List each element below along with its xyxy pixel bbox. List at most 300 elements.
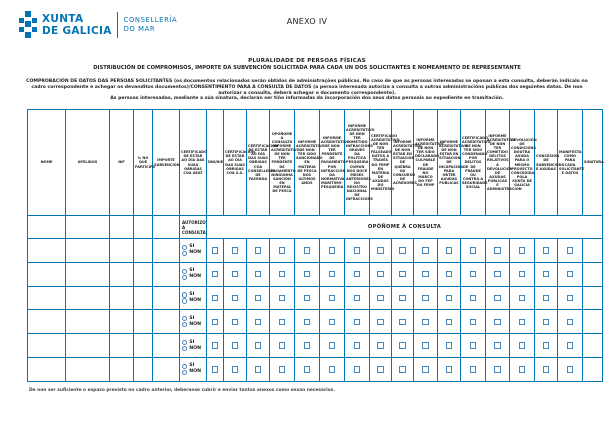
oppose-checkbox-cell: [558, 262, 583, 286]
signature-cell[interactable]: [583, 262, 603, 286]
column-header: CERTIFICADO ACREDITATIVO DE NON TER SIDO CONDENADO POR DELITOS DE FRAUDE OU CONTRA A SEGURIDADE SOCIAL: [461, 110, 486, 216]
oppose-checkbox-cell: [486, 310, 510, 334]
entry-cell[interactable]: [110, 286, 134, 310]
entry-cell[interactable]: [66, 239, 110, 263]
oppose-checkbox-cell: [461, 262, 486, 286]
oppose-checkbox-cell: [207, 334, 224, 358]
oppose-checkbox-cell: [414, 262, 438, 286]
checkbox[interactable]: [255, 366, 262, 373]
form-subtitle: DISTRIBUCIÓN DE COMPROMISOS, IMPORTE DA SUBVENCIÓN SOLICITADA PARA CADA UN DOS SOLICITANTES E NOMEAMENTO DE REPRESENTANTE: [93, 65, 521, 71]
checkbox[interactable]: [519, 271, 526, 278]
checkbox[interactable]: [212, 271, 219, 278]
checkbox[interactable]: [304, 247, 311, 254]
radio-label: SI: [189, 339, 195, 345]
radio-option-non[interactable]: [181, 250, 205, 256]
checkbox[interactable]: [279, 271, 286, 278]
checkbox[interactable]: [232, 342, 239, 349]
oppose-checkbox-cell: [320, 310, 345, 334]
oponome-label: OPÓÑOME Á CONSULTA: [207, 216, 603, 239]
oppose-checkbox-cell: [320, 334, 345, 358]
oppose-checkbox-cell: [414, 310, 438, 334]
entry-cell[interactable]: [110, 239, 134, 263]
oppose-checkbox-cell: [558, 286, 583, 310]
column-header: INFORME ACREDITATIVO DE NON TER PENDENTE DE PAGAMENTO POR INFRACCIÓN DA NORMATIVA MARÍTIMO-PESQUEIRA: [320, 110, 345, 216]
checkbox[interactable]: [377, 247, 384, 254]
oppose-checkbox-cell: [510, 310, 535, 334]
checkbox[interactable]: [304, 342, 311, 349]
checkbox[interactable]: [399, 366, 406, 373]
oppose-checkbox-cell: [438, 286, 461, 310]
radio-option-non[interactable]: [181, 322, 205, 328]
oppose-checkbox-cell: [510, 334, 535, 358]
radio-label: NON: [189, 250, 202, 256]
table-row: [28, 334, 603, 358]
checkbox[interactable]: [329, 342, 336, 349]
checkbox[interactable]: [567, 342, 574, 349]
oppose-checkbox-cell: [295, 239, 320, 263]
checkbox[interactable]: [422, 295, 429, 302]
checkbox[interactable]: [543, 247, 550, 254]
checkbox[interactable]: [304, 271, 311, 278]
oppose-checkbox-cell: [247, 239, 270, 263]
entry-cell[interactable]: [28, 310, 66, 334]
consent-paragraph: COMPROBACIÓN DE DATOS DAS PERSOAS SOLICITANTES (os documentos relacionados serán obtidos de administrações públicas. No caso de que as persoas interesadas se oponan a esta consulta, deberán indicalo no cadro correspondente e achegar os devanditos documentos)/CONSENTIMENTO PARA A CONSULTA DE DATOS (a persoa interesada autoriza a consulta a outras administracións públicas dos seguintes datos. De non autorizar a consulta, deberá achegar o documento correspondente).: [26, 79, 588, 96]
checkbox[interactable]: [446, 366, 453, 373]
oppose-checkbox-cell: [370, 357, 392, 381]
radio-label: NON: [189, 321, 202, 327]
oppose-checkbox-cell: [370, 286, 392, 310]
entry-cell[interactable]: [134, 262, 153, 286]
checkbox[interactable]: [567, 366, 574, 373]
radio-icon[interactable]: [182, 340, 187, 345]
checkbox[interactable]: [212, 342, 219, 349]
oppose-checkbox-cell: [414, 357, 438, 381]
oppose-checkbox-cell: [438, 262, 461, 286]
oppose-checkbox-cell: [438, 239, 461, 263]
checkbox[interactable]: [377, 295, 384, 302]
column-header: APELIDOS: [66, 110, 110, 216]
entry-cell[interactable]: [66, 334, 110, 358]
autorizo-label: AUTORIZO A CONSULTA: [180, 216, 207, 239]
checkbox[interactable]: [422, 319, 429, 326]
checkbox[interactable]: [377, 342, 384, 349]
entry-cell[interactable]: [134, 286, 153, 310]
radio-label: NON: [189, 345, 202, 351]
checkbox[interactable]: [446, 271, 453, 278]
radio-option-non[interactable]: [181, 369, 205, 375]
oppose-checkbox-cell: [370, 310, 392, 334]
blank-cell: [28, 216, 66, 239]
checkbox[interactable]: [212, 319, 219, 326]
radio-label: SI: [189, 268, 195, 274]
checkbox[interactable]: [232, 295, 239, 302]
oppose-checkbox-cell: [320, 357, 345, 381]
oppose-checkbox-cell: [345, 310, 370, 334]
checkbox[interactable]: [494, 295, 501, 302]
oppose-checkbox-cell: [392, 239, 414, 263]
checkbox[interactable]: [377, 271, 384, 278]
checkbox[interactable]: [279, 366, 286, 373]
department-name: CONSELLERÍA DO MAR: [123, 16, 178, 33]
oppose-checkbox-cell: [558, 239, 583, 263]
oppose-checkbox-cell: [486, 334, 510, 358]
checkbox[interactable]: [494, 342, 501, 349]
oppose-checkbox-cell: [224, 239, 247, 263]
checkbox[interactable]: [399, 247, 406, 254]
radio-icon[interactable]: [182, 269, 187, 274]
checkbox[interactable]: [470, 342, 477, 349]
oppose-checkbox-cell: [270, 286, 295, 310]
checkbox[interactable]: [354, 295, 361, 302]
entry-cell[interactable]: [153, 310, 180, 334]
consent-radio-cell: [180, 286, 207, 310]
column-header: CERTIFICACIÓN DE ESTAR AO DÍA DAS SÚAS OBRIGAS COA S.S.: [224, 110, 247, 216]
checkbox[interactable]: [470, 271, 477, 278]
checkbox[interactable]: [422, 366, 429, 373]
oppose-checkbox-cell: [207, 239, 224, 263]
column-header: INFORME ACREDITATIVO DE NON ESTAR EN SITUACIÓN DE INCAPACIDADE PARA OBTER AXUDAS PÚBLICAS: [438, 110, 461, 216]
checkbox[interactable]: [422, 271, 429, 278]
checkbox[interactable]: [304, 366, 311, 373]
radio-icon[interactable]: [182, 292, 187, 297]
footnote: De non ser suficiente o espazo previsto no cadro anterior, deberanse cubrir e enviar tantos anexos como sexan necesarios.: [29, 388, 335, 393]
checkbox[interactable]: [446, 319, 453, 326]
column-header: INFORME ACREDITATIVO DE NON TER COMETIDO INFRACCIÓNS GRAVES DA POLÍTICA PESQUEIRA COMÚN NOS DOCE MESES ANTERIORES NO REXISTRO NACIONAL DE INFRACCIÓNS: [345, 110, 370, 216]
oppose-checkbox-cell: [270, 310, 295, 334]
blank-cell: [134, 216, 153, 239]
information-paragraph: As persoas interesadas, mediante a súa sinatura, declaran ser tiño informadas da incorporación dos seus datos persoais ao expediente en tramitación.: [110, 96, 504, 102]
oppose-checkbox-cell: [392, 262, 414, 286]
checkbox[interactable]: [494, 319, 501, 326]
column-header: CERTIFICACIÓN DE ESTAR AO DÍA DAS SÚAS OBRIGAS COA CONSELLERÍA DE FACENDA: [247, 110, 270, 216]
checkbox[interactable]: [255, 271, 262, 278]
signature-cell[interactable]: [583, 357, 603, 381]
checkbox[interactable]: [232, 366, 239, 373]
oppose-checkbox-cell: [270, 262, 295, 286]
checkbox[interactable]: [279, 247, 286, 254]
checkbox[interactable]: [446, 295, 453, 302]
checkbox[interactable]: [279, 319, 286, 326]
oppose-checkbox-cell: [207, 262, 224, 286]
oppose-checkbox-cell: [535, 262, 558, 286]
checkbox[interactable]: [354, 271, 361, 278]
checkbox[interactable]: [519, 247, 526, 254]
oppose-checkbox-cell: [438, 357, 461, 381]
checkbox[interactable]: [567, 271, 574, 278]
radio-icon[interactable]: [182, 322, 187, 327]
consent-radio-cell: [180, 334, 207, 358]
checkbox[interactable]: [304, 319, 311, 326]
checkbox[interactable]: [212, 366, 219, 373]
consent-radio-cell: [180, 262, 207, 286]
checkbox[interactable]: [255, 295, 262, 302]
oppose-checkbox-cell: [295, 286, 320, 310]
radio-label: SI: [189, 244, 195, 250]
radio-label: NON: [189, 274, 202, 280]
checkbox[interactable]: [519, 319, 526, 326]
oppose-checkbox-cell: [345, 239, 370, 263]
entry-cell[interactable]: [28, 334, 66, 358]
radio-icon[interactable]: [182, 298, 187, 303]
oppose-checkbox-cell: [535, 310, 558, 334]
radio-icon[interactable]: [182, 346, 187, 351]
oppose-checkbox-cell: [510, 239, 535, 263]
checkbox[interactable]: [519, 342, 526, 349]
oppose-checkbox-cell: [461, 239, 486, 263]
column-header: INFORME ACREDITATIVO DE NON TER SIDO DECLARADO CULPABLE DE FRAUDE NO MARCO DO FEP OU FEMP: [414, 110, 438, 216]
column-header: INFORME ACREDITATIVO DE NON TER SIDO SANCIONADO EN MATERIA DE PESCA NOS ÚLTIMOS ANOS: [295, 110, 320, 216]
oppose-checkbox-cell: [510, 262, 535, 286]
column-header: CERTIFICADO ACREDITATIVO DE NON TER FALSEADO DATOS A TRAVÉS DO FEMP EN MATERIA DE AXUDAS DO MINISTERIO: [370, 110, 392, 216]
checkbox[interactable]: [329, 271, 336, 278]
oppose-checkbox-cell: [247, 262, 270, 286]
radio-icon[interactable]: [182, 364, 187, 369]
oppose-checkbox-cell: [535, 334, 558, 358]
column-header: CERTIFICADO DE ESTAR AO DÍA DAS SÚAS OBRIGAS COA AEAT: [180, 110, 207, 216]
checkbox[interactable]: [377, 366, 384, 373]
oppose-checkbox-cell: [414, 239, 438, 263]
signature-cell[interactable]: [583, 334, 603, 358]
entry-cell[interactable]: [153, 357, 180, 381]
checkbox[interactable]: [470, 247, 477, 254]
checkbox[interactable]: [422, 342, 429, 349]
entry-cell[interactable]: [134, 310, 153, 334]
oppose-checkbox-cell: [392, 334, 414, 358]
oppose-checkbox-cell: [345, 357, 370, 381]
checkbox[interactable]: [446, 342, 453, 349]
radio-label: NON: [189, 297, 202, 303]
oppose-checkbox-cell: [224, 334, 247, 358]
entry-cell[interactable]: [153, 334, 180, 358]
entry-cell[interactable]: [153, 286, 180, 310]
oppose-checkbox-cell: [392, 286, 414, 310]
radio-option-non[interactable]: [181, 346, 205, 352]
oppose-checkbox-cell: [461, 310, 486, 334]
blank-cell: [110, 216, 134, 239]
checkbox[interactable]: [279, 295, 286, 302]
checkbox[interactable]: [470, 295, 477, 302]
checkbox[interactable]: [329, 247, 336, 254]
column-header: NOME: [28, 110, 66, 216]
oppose-checkbox-cell: [510, 357, 535, 381]
oppose-checkbox-cell: [438, 334, 461, 358]
blank-cell: [153, 216, 180, 239]
oppose-checkbox-cell: [461, 286, 486, 310]
column-header: INFORME ACREDITATIVO DE NON ESTAR EN SITUACIÓN DE QUEBRA OU CONCURSO DE ACREDORES: [392, 110, 414, 216]
column-header: MANIFESTA COMO PARA CADA SOLICITANTE E DATOS: [558, 110, 583, 216]
entry-cell[interactable]: [28, 262, 66, 286]
checkbox[interactable]: [329, 319, 336, 326]
checkbox[interactable]: [255, 319, 262, 326]
oppose-checkbox-cell: [558, 334, 583, 358]
oppose-checkbox-cell: [345, 286, 370, 310]
form-title: PLURALIDADE DE PERSOAS FÍSICAS: [248, 58, 366, 64]
consent-label-row: [28, 216, 603, 239]
oppose-checkbox-cell: [370, 262, 392, 286]
entry-cell[interactable]: [66, 262, 110, 286]
column-header: IMPORTE SUBVENCIÓN: [153, 110, 180, 216]
checkbox[interactable]: [232, 319, 239, 326]
checkbox[interactable]: [543, 271, 550, 278]
anexo-label: ANEXO IV: [286, 17, 328, 26]
entry-cell[interactable]: [134, 239, 153, 263]
column-header: INFORME ACREDITATIVO DE NON TER COMETIDO DELITOS RELATIVOS Á DEVOLUCIÓN DE AXUDAS PÚBLICAS E ADMINISTRACIÓN: [486, 110, 510, 216]
checkbox[interactable]: [567, 247, 574, 254]
oppose-checkbox-cell: [207, 286, 224, 310]
entry-cell[interactable]: [28, 286, 66, 310]
entry-cell[interactable]: [110, 262, 134, 286]
entry-cell[interactable]: [153, 239, 180, 263]
entry-cell[interactable]: [134, 334, 153, 358]
checkbox[interactable]: [519, 366, 526, 373]
column-header: SINATURA: [583, 110, 603, 216]
checkbox[interactable]: [354, 319, 361, 326]
oppose-checkbox-cell: [392, 357, 414, 381]
consent-radio-cell: [180, 310, 207, 334]
oppose-checkbox-cell: [510, 286, 535, 310]
table-row: [28, 357, 603, 381]
oppose-checkbox-cell: [370, 334, 392, 358]
oppose-checkbox-cell: [320, 239, 345, 263]
table-row: [28, 310, 603, 334]
radio-label: SI: [189, 291, 195, 297]
oppose-checkbox-cell: [370, 239, 392, 263]
checkbox[interactable]: [543, 366, 550, 373]
table-row: [28, 262, 603, 286]
radio-label: SI: [189, 315, 195, 321]
radio-label: SI: [189, 363, 195, 369]
oppose-checkbox-cell: [295, 310, 320, 334]
oppose-checkbox-cell: [295, 334, 320, 358]
header-row: [28, 110, 603, 216]
consent-radio-cell: [180, 357, 207, 381]
entry-cell[interactable]: [66, 286, 110, 310]
checkbox[interactable]: [519, 295, 526, 302]
entry-cell[interactable]: [153, 262, 180, 286]
heading-block: [24, 58, 590, 102]
oppose-checkbox-cell: [345, 334, 370, 358]
oppose-checkbox-cell: [414, 334, 438, 358]
radio-icon[interactable]: [182, 245, 187, 250]
oppose-checkbox-cell: [247, 334, 270, 358]
entry-cell[interactable]: [28, 357, 66, 381]
checkbox[interactable]: [377, 319, 384, 326]
signature-cell[interactable]: [583, 239, 603, 263]
checkbox[interactable]: [329, 366, 336, 373]
checkbox[interactable]: [543, 319, 550, 326]
oppose-checkbox-cell: [224, 357, 247, 381]
column-header: DEVOLUCIÓN DE CONDICIÓNS DOUTRA AXUDA PARA O MESMO PROXECTO CONCEDIDA POLA XUNTA DE GALICIA: [510, 110, 535, 216]
checkbox[interactable]: [212, 295, 219, 302]
radio-option-non[interactable]: [181, 274, 205, 280]
checkbox[interactable]: [494, 247, 501, 254]
blank-cell: [66, 216, 110, 239]
signature-cell[interactable]: [583, 286, 603, 310]
radio-icon[interactable]: [182, 370, 187, 375]
entry-cell[interactable]: [110, 334, 134, 358]
oppose-checkbox-cell: [295, 262, 320, 286]
table-row: [28, 286, 603, 310]
oppose-checkbox-cell: [392, 310, 414, 334]
entry-cell[interactable]: [110, 310, 134, 334]
oppose-checkbox-cell: [558, 357, 583, 381]
checkbox[interactable]: [567, 295, 574, 302]
oppose-checkbox-cell: [535, 239, 558, 263]
radio-icon[interactable]: [182, 275, 187, 280]
table-row: [28, 239, 603, 263]
oppose-checkbox-cell: [486, 286, 510, 310]
checkbox[interactable]: [543, 295, 550, 302]
oppose-checkbox-cell: [320, 262, 345, 286]
checkbox[interactable]: [494, 366, 501, 373]
applicants-table: [27, 109, 603, 382]
checkbox[interactable]: [255, 342, 262, 349]
radio-icon[interactable]: [182, 251, 187, 256]
entry-cell[interactable]: [110, 357, 134, 381]
oppose-checkbox-cell: [486, 262, 510, 286]
oppose-checkbox-cell: [535, 357, 558, 381]
oppose-checkbox-cell: [320, 286, 345, 310]
oppose-checkbox-cell: [461, 357, 486, 381]
checkbox[interactable]: [354, 247, 361, 254]
oppose-checkbox-cell: [486, 357, 510, 381]
checkbox[interactable]: [212, 247, 219, 254]
oppose-checkbox-cell: [295, 357, 320, 381]
oppose-checkbox-cell: [345, 262, 370, 286]
checkbox[interactable]: [567, 319, 574, 326]
checkbox[interactable]: [304, 295, 311, 302]
entry-cell[interactable]: [134, 357, 153, 381]
checkbox[interactable]: [399, 319, 406, 326]
oppose-checkbox-cell: [461, 334, 486, 358]
radio-option-non[interactable]: [181, 298, 205, 304]
checkbox[interactable]: [470, 366, 477, 373]
entry-cell[interactable]: [66, 310, 110, 334]
checkbox[interactable]: [470, 319, 477, 326]
checkbox[interactable]: [232, 247, 239, 254]
checkbox[interactable]: [232, 271, 239, 278]
signature-cell[interactable]: [583, 310, 603, 334]
checkbox[interactable]: [399, 342, 406, 349]
oppose-checkbox-cell: [224, 310, 247, 334]
radio-label: NON: [189, 369, 202, 375]
oppose-checkbox-cell: [270, 357, 295, 381]
checkbox[interactable]: [422, 247, 429, 254]
oppose-checkbox-cell: [438, 310, 461, 334]
column-header: OPÓÑOME A CONSULTA INFORME ACREDITATIVO DE NON TER PENDENTE DE PAGAMENTO NINGUNHA SANCIÓN EN MATERIA DE PESCA: [270, 110, 295, 216]
oppose-checkbox-cell: [247, 357, 270, 381]
checkbox[interactable]: [279, 342, 286, 349]
checkbox[interactable]: [329, 295, 336, 302]
consent-radio-cell: [180, 239, 207, 263]
checkbox[interactable]: [543, 342, 550, 349]
oppose-checkbox-cell: [486, 239, 510, 263]
checkbox[interactable]: [255, 247, 262, 254]
oppose-checkbox-cell: [247, 310, 270, 334]
checkbox[interactable]: [399, 295, 406, 302]
checkbox[interactable]: [399, 271, 406, 278]
checkbox[interactable]: [354, 366, 361, 373]
checkbox[interactable]: [354, 342, 361, 349]
oppose-checkbox-cell: [558, 310, 583, 334]
entry-cell[interactable]: [28, 239, 66, 263]
column-header: % NO QUE PARTICIPA: [134, 110, 153, 216]
checkbox[interactable]: [446, 247, 453, 254]
entry-cell[interactable]: [66, 357, 110, 381]
column-header: NIF: [110, 110, 134, 216]
checkbox[interactable]: [494, 271, 501, 278]
radio-icon[interactable]: [182, 316, 187, 321]
